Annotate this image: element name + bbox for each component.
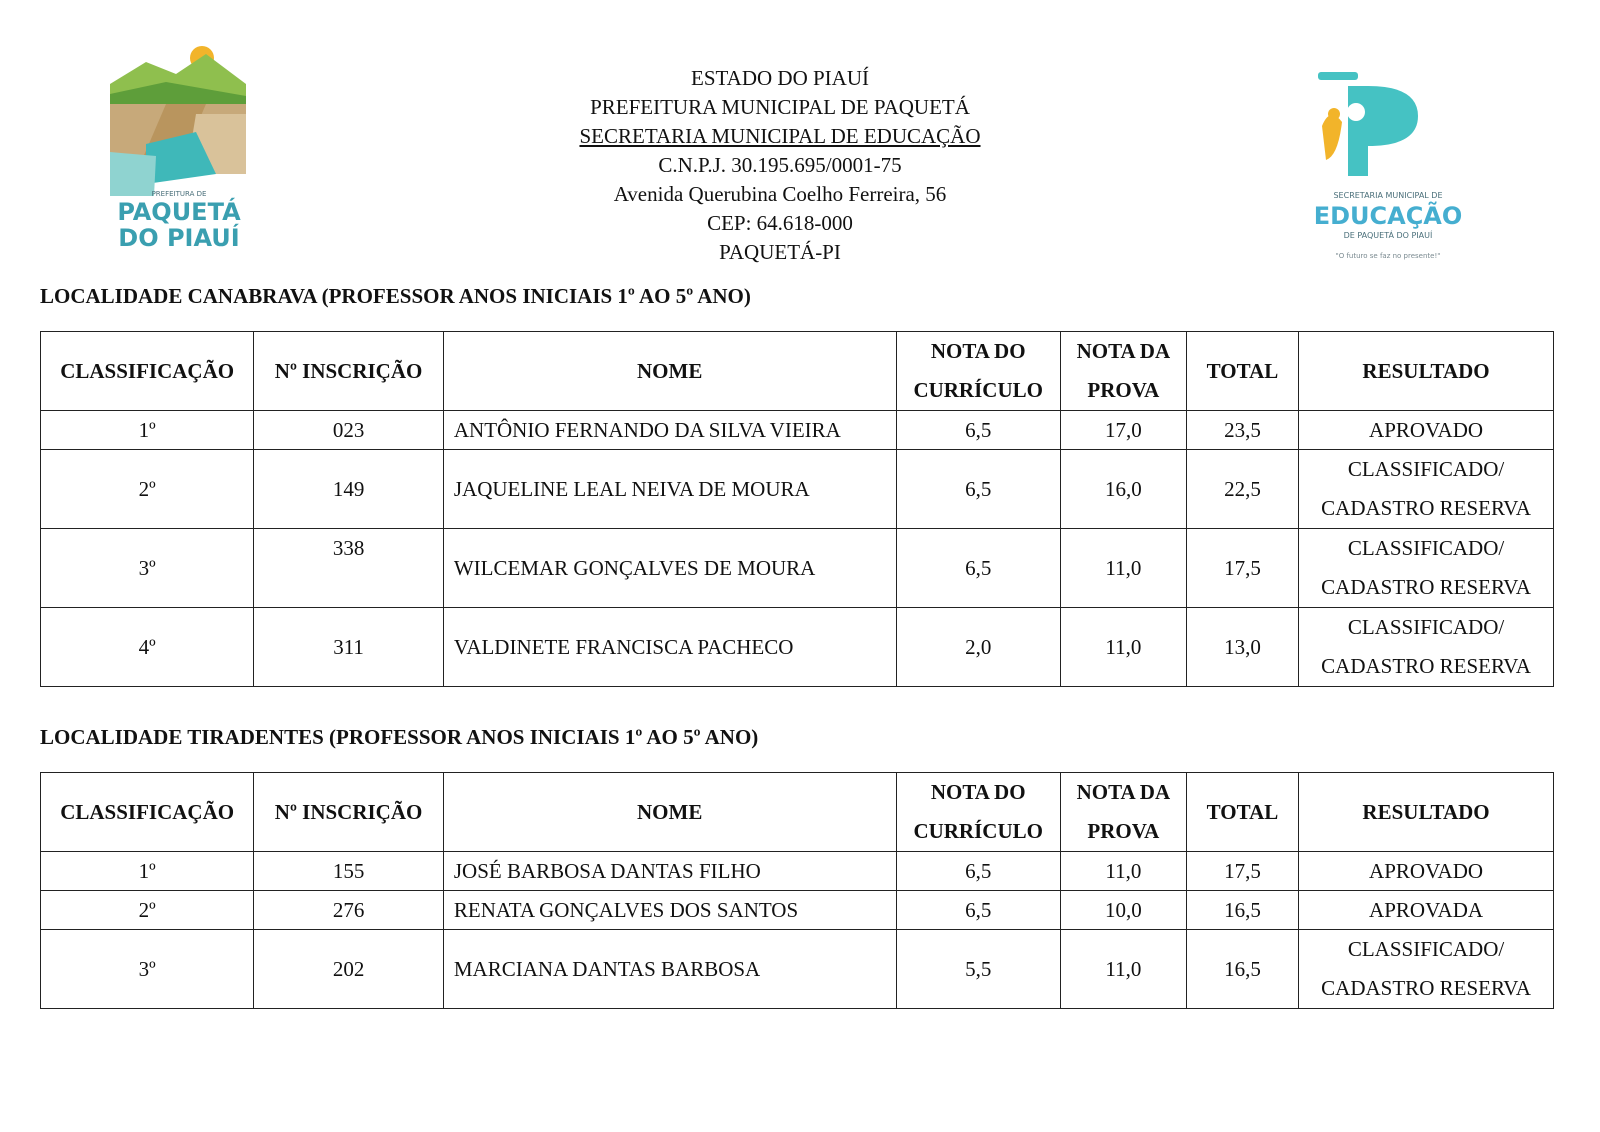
col-header-curriculo-1: NOTA DO [930,339,1026,363]
cell-classificacao: 1º [41,852,254,891]
col-header-curriculo-2: CURRÍCULO [913,819,1043,843]
col-header-prova [1060,773,1186,852]
col-header-curriculo [896,332,1060,411]
header-city: PAQUETÁ-PI [719,240,841,264]
col-header-classificacao: CLASSIFICAÇÃO [41,332,254,411]
resultado-line2: CADASTRO RESERVA [1321,575,1531,599]
table-row [41,450,1554,529]
cell-resultado: APROVADO [1299,411,1554,450]
table-row [41,608,1554,687]
table-row [41,930,1554,1009]
cell-resultado [1299,450,1554,529]
secretaria-educacao-logo-icon [1308,66,1468,270]
header-prefeitura: PREFEITURA MUNICIPAL DE PAQUETÁ [590,95,970,119]
cell-total: 16,5 [1186,891,1298,930]
cell-inscricao: 311 [254,608,444,687]
cell-total: 23,5 [1186,411,1298,450]
cell-inscricao: 338 [254,529,444,608]
cell-nome: JAQUELINE LEAL NEIVA DE MOURA [443,450,896,529]
cell-curriculo: 6,5 [896,852,1060,891]
section-title-canabrava: LOCALIDADE CANABRAVA (PROFESSOR ANOS INICIAIS 1º AO 5º ANO) [40,284,751,308]
cell-curriculo: 6,5 [896,450,1060,529]
cell-classificacao: 2º [41,450,254,529]
col-header-total: TOTAL [1186,332,1298,411]
cell-inscricao: 149 [254,450,444,529]
resultado-line2: CADASTRO RESERVA [1321,654,1531,678]
col-header-curriculo-1: NOTA DO [930,780,1026,804]
resultado-line2: CADASTRO RESERVA [1321,976,1531,1000]
right-logo-line3: DE PAQUETÁ DO PIAUÍ [1343,231,1433,240]
header-address: Avenida Querubina Coelho Ferreira, 56 [613,182,947,206]
col-header-classificacao: CLASSIFICAÇÃO [41,773,254,852]
table-header-row [41,773,1554,852]
cell-total: 22,5 [1186,450,1298,529]
col-header-prova-1: NOTA DA [1076,780,1171,804]
cell-total: 16,5 [1186,930,1298,1009]
cell-nome: RENATA GONÇALVES DOS SANTOS [443,891,896,930]
cell-nome: JOSÉ BARBOSA DANTAS FILHO [443,852,896,891]
header-cnpj: C.N.P.J. 30.195.695/0001-75 [658,153,902,177]
table-row [41,891,1554,930]
header-state: ESTADO DO PIAUÍ [691,66,869,90]
cell-resultado [1299,608,1554,687]
header-secretaria: SECRETARIA MUNICIPAL DE EDUCAÇÃO [579,124,981,148]
resultado-line1: CLASSIFICADO/ [1347,937,1505,961]
col-header-prova [1060,332,1186,411]
results-table-canabrava [40,331,1554,687]
table-row [41,411,1554,450]
col-header-total: TOTAL [1186,773,1298,852]
cell-prova: 11,0 [1060,608,1186,687]
col-header-inscricao: Nº INSCRIÇÃO [254,332,444,411]
resultado-line2: CADASTRO RESERVA [1321,496,1531,520]
cell-classificacao: 4º [41,608,254,687]
table-header-row [41,332,1554,411]
cell-inscricao: 155 [254,852,444,891]
resultado-line1: CLASSIFICADO/ [1347,457,1505,481]
cell-total: 13,0 [1186,608,1298,687]
left-logo-line2: PAQUETÁ [117,198,241,226]
cell-nome: VALDINETE FRANCISCA PACHECO [443,608,896,687]
cell-prova: 10,0 [1060,891,1186,930]
right-logo-line1: SECRETARIA MUNICIPAL DE [1333,191,1443,200]
cell-total: 17,5 [1186,529,1298,608]
col-header-resultado: RESULTADO [1299,332,1554,411]
section-title-tiradentes: LOCALIDADE TIRADENTES (PROFESSOR ANOS INICIAIS 1º AO 5º ANO) [40,725,759,749]
header-cep: CEP: 64.618-000 [707,211,853,235]
cell-inscricao: 276 [254,891,444,930]
cell-curriculo: 5,5 [896,930,1060,1009]
cell-inscricao: 023 [254,411,444,450]
document-header [430,64,1130,267]
cell-curriculo: 2,0 [896,608,1060,687]
col-header-nome: NOME [443,773,896,852]
cell-nome: ANTÔNIO FERNANDO DA SILVA VIEIRA [443,411,896,450]
cell-curriculo: 6,5 [896,529,1060,608]
cell-classificacao: 2º [41,891,254,930]
cell-curriculo: 6,5 [896,411,1060,450]
col-header-curriculo-2: CURRÍCULO [913,378,1043,402]
cell-resultado [1299,529,1554,608]
cell-nome: WILCEMAR GONÇALVES DE MOURA [443,529,896,608]
col-header-inscricao: Nº INSCRIÇÃO [254,773,444,852]
table-row [41,852,1554,891]
right-logo-line2: EDUCAÇÃO [1313,202,1463,230]
cell-prova: 11,0 [1060,930,1186,1009]
resultado-line1: CLASSIFICADO/ [1347,536,1505,560]
cell-prova: 17,0 [1060,411,1186,450]
cell-nome: MARCIANA DANTAS BARBOSA [443,930,896,1009]
col-header-prova-1: NOTA DA [1076,339,1171,363]
cell-inscricao: 202 [254,930,444,1009]
col-header-curriculo [896,773,1060,852]
col-header-resultado: RESULTADO [1299,773,1554,852]
left-logo-line3: DO PIAUÍ [118,224,240,252]
col-header-nome: NOME [443,332,896,411]
cell-curriculo: 6,5 [896,891,1060,930]
cell-prova: 11,0 [1060,852,1186,891]
cell-prova: 11,0 [1060,529,1186,608]
left-logo-line1: PREFEITURA DE [151,190,207,198]
cell-total: 17,5 [1186,852,1298,891]
col-header-prova-2: PROVA [1087,378,1160,402]
cell-resultado [1299,930,1554,1009]
cell-classificacao: 1º [41,411,254,450]
cell-classificacao: 3º [41,529,254,608]
cell-prova: 16,0 [1060,450,1186,529]
resultado-line1: CLASSIFICADO/ [1347,615,1505,639]
cell-resultado: APROVADA [1299,891,1554,930]
table-row [41,529,1554,608]
results-table-tiradentes [40,772,1554,1009]
cell-classificacao: 3º [41,930,254,1009]
cell-resultado: APROVADO [1299,852,1554,891]
prefeitura-paqueta-logo-icon [106,44,252,266]
col-header-prova-2: PROVA [1087,819,1160,843]
right-logo-tagline: "O futuro se faz no presente!" [1335,252,1441,260]
